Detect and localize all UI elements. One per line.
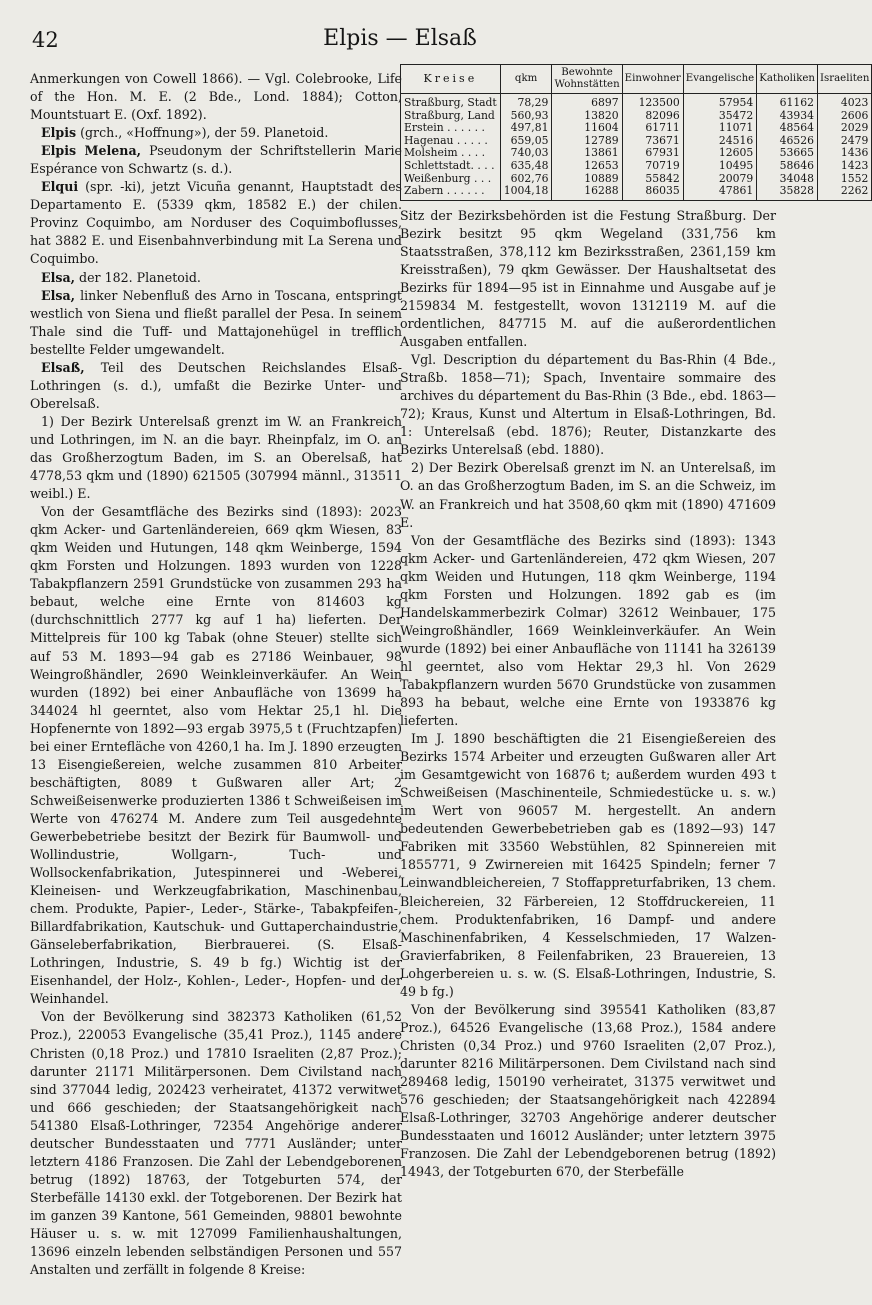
table-cell: 13861: [552, 147, 622, 160]
table-cell: 46526: [757, 135, 818, 148]
running-title: Elpis — Elsaß: [323, 26, 477, 51]
table-cell: 12605: [683, 147, 756, 160]
table-cell: 53665: [757, 147, 818, 160]
entry-elsa-planetoid: Elsa, der 182. Planetoid.: [41, 269, 201, 285]
table-cell: 1436: [817, 147, 871, 160]
headword: Elpis Melena,: [41, 143, 141, 159]
table-cell: 58646: [757, 160, 818, 173]
entry-elpis-melena: Elpis Melena, Pseudonym der Schriftstellerin Marie Espérance von Schwartz (s. d.).: [30, 143, 402, 177]
paragraph-land-use: Von der Gesamtfläche des Bezirks sind (1893): 2023 qkm Acker- und Gartenländereien, 669 qkm Wiesen, 83 qkm Weiden und Hutungen, 148 qkm Weinberge, 1594 qkm Forsten und Holzungen. 1893 wurden von 1228 Tabakpflanzern 2591 Grundstücke von zusammen 293 ha bebaut, welche eine Ernte von 814603 kg (durchschnittlich 2777 kg auf 1 ha) lieferten. Der Mittelpreis für 100 kg Tabak (ohne Steuer) stellte sich auf 53 M. 1893—94 gab es 27186 Weinbauer, 98 Weingroßhändler, 2690 Weinkleinverkäufer. An Wein wurden (1892) bei einer Anbaufläche von 13699 ha 344024 hl geerntet, also vom Hektar 25,1 hl. Die Hopfenernte von 1892—93 ergab 3975,5 t (Fruchtzapfen) bei einer Erntefläche von 4260,1 ha. Im J. 1890 erzeugten 13 Eisengießereien, welche zusammen 810 Arbeiter beschäftigten, 8089 t Gußwaren aller Art; 2 Schweißeisenwerke produzierten 1386 t Schweißeisen im Werte von 476274 M. Andere zum Teil ausgedehnte Gewerbebetriebe besitzt der Bezirk für Baumwoll- und Wollindustrie, Wollgarn-, Tuch- und Wollsockenfabrikation, Jutespinnerei und -Weberei, Kleineisen- und Werkzeugfabrikation, Maschinenbau, chem. Produkte, Papier-, Leder-, Stärke-, Tabakpfeifen-, Billardfabrikation, Kautschuk- und Guttaperchaindustrie, Gänseleberfabrikation, Bierbrauerei. (S. Elsaß-Lothringen, Industrie, S. 49 b fg.) Wichtig ist der Eisenhandel, der Holz-, Kohlen-, Leder-, Hopfen- und der Weinhandel.: [30, 504, 402, 1007]
column-header: Katholiken: [757, 65, 818, 94]
table-cell: 123500: [622, 94, 683, 110]
table-cell: 35472: [683, 110, 756, 123]
entry-elpis: Elpis (grch., «Hoffnung»), der 59. Planetoid.: [41, 125, 329, 141]
table-cell: 1552: [817, 173, 871, 186]
paragraph-bibliography: Vgl. Description du département du Bas-Rhin (4 Bde., Straßb. 1858—71); Spach, Inventaire sommaire des archives du département du Bas-Rhin (3 Bde., ebd. 1863—72); Kraus, Kunst und Altertum in Elsaß-Lothringen, Bd. 1: Unterelsaß (ebd. 1876); Reuter, Distanzkarte des Bezirks Unterelsaß (ebd. 1880).: [400, 352, 776, 458]
headword: Elsaß,: [41, 359, 85, 375]
paragraph-industry-ober: Im J. 1890 beschäftigten die 21 Eisengießereien des Bezirks 1574 Arbeiter und erzeugten Gußwaren aller Art im Gesamtgewicht von 16876 t; außerdem wurden 493 t Schweißeisen (Maschinenteile, Schmiedestücke u. s. w.) im Wert von 96057 M. hergestellt. An andern bedeutenden Gewerbebetrieben gab es (1892—93) 147 Fabriken mit 33560 Webstühlen, 82 Spinnereien mit 1855771, 9 Zwirnereien mit 16425 Spindeln; ferner 7 Leinwandbleichereien, 7 Stoffappreturfabriken, 13 chem. Bleichereien, 32 Färbereien, 12 Stoffdruckereien, 11 chem. Produktenfabriken, 16 Dampf- und andere Maschinenfabriken, 4 Kesselschmieden, 17 Walzen-Gravierfabriken, 8 Feilenfabriken, 23 Brauereien, 13 Lohgerbereien u. s. w. (S. Elsaß-Lothringen, Industrie, S. 49 b fg.): [400, 731, 776, 999]
table-cell: 2479: [817, 135, 871, 148]
table-cell: 34048: [757, 173, 818, 186]
table-cell: 1004,18: [500, 185, 552, 200]
column-header: Kreise: [401, 65, 501, 94]
table-cell: 35828: [757, 185, 818, 200]
kreise-table: [400, 64, 872, 201]
headword: Elqui: [41, 179, 79, 195]
table-cell: 16288: [552, 185, 622, 200]
table-cell: 659,05: [500, 135, 552, 148]
table-cell: 10495: [683, 160, 756, 173]
table-cell: 61162: [757, 94, 818, 110]
left-column: [30, 70, 402, 1279]
table-cell: 55842: [622, 173, 683, 186]
table-cell: 57954: [683, 94, 756, 110]
page-number: 42: [32, 28, 59, 52]
section-oberelsass: 2) Der Bezirk Oberelsaß grenzt im N. an Unterelsaß, im O. an das Großherzogtum Baden, im S. an die Schweiz, im W. an Frankreich und hat 3508,60 qkm mit (1890) 471609 E.: [400, 460, 776, 530]
table-cell: 12653: [552, 160, 622, 173]
table-cell: 12789: [552, 135, 622, 148]
kreis-name-cell: Schlettstadt. . . .: [401, 160, 501, 173]
table-cell: 73671: [622, 135, 683, 148]
table-cell: 10889: [552, 173, 622, 186]
headword: Elsa,: [41, 269, 76, 285]
section-unterelsass: 1) Der Bezirk Unterelsaß grenzt im W. an Frankreich und Lothringen, im N. an die bayr. Rheinpfalz, im O. an das Großherzogtum Baden, im S. an Oberelsaß, hat 4778,53 qkm und (1890) 621505 (307994 männl., 313511 weibl.) E.: [30, 413, 402, 502]
column-header: Evangelische: [683, 65, 756, 94]
table-cell: 86035: [622, 185, 683, 200]
table-body: [401, 94, 872, 201]
paragraph-administration: Sitz der Bezirksbehörden ist die Festung Straßburg. Der Bezirk besitzt 95 qkm Wegeland (331,756 km Staatsstraßen, 378,112 km Bezirksstraßen, 2361,159 km Kreisstraßen), 79 qkm Gewässer. Der Haushaltsetat des Bezirks für 1894—95 ist in Einnahme und Ausgabe auf je 2159834 M. festgestellt, wovon 1312119 M. auf die ordentlichen, 847715 M. auf die außerordentlichen Ausgaben entfallen.: [400, 207, 776, 350]
headword: Elsa,: [41, 287, 76, 303]
entry-elqui: Elqui (spr. -ki), jetzt Vicuña genannt, Hauptstadt des Departamento E. (5339 qkm, 18582 E.) der chilen. Provinz Coquimbo, am Norduser des Coquimboflusses, hat 3882 E. und Eisenbahnverbindung mit La Serena und Coquimbo.: [30, 179, 402, 267]
paragraph-population-ober: Von der Bevölkerung sind 395541 Katholiken (83,87 Proz.), 64526 Evangelische (13,68 Proz.), 1584 andere Christen (0,34 Proz.) und 9760 Israeliten (2,07 Proz.), darunter 8216 Militärpersonen. Dem Civilstand nach sind 289468 ledig, 150190 verheiratet, 31375 verwitwet und 576 geschieden; der Staatsangehörigkeit nach 422894 Elsaß-Lothringer, 32703 Angehörige anderer deutscher Bundesstaaten und 16012 Ausländer; unter letztern 3975 Franzosen. Die Zahl der Lebendgeborenen betrug (1892) 14943, der Totgeburten 670, der Sterbefälle: [400, 1001, 776, 1180]
table-cell: 11604: [552, 122, 622, 135]
kreis-name-cell: Molsheim . . . .: [401, 147, 501, 160]
table-cell: 48564: [757, 122, 818, 135]
entry-elsass: Elsaß, Teil des Deutschen Reichslandes Elsaß-Lothringen (s. d.), umfaßt die Bezirke Unter- und Oberelsaß.: [30, 359, 402, 411]
table-cell: 67931: [622, 147, 683, 160]
kreis-name-cell: Erstein . . . . . .: [401, 122, 501, 135]
kreis-name-cell: Zabern . . . . . .: [401, 185, 501, 200]
paragraph-population: Von der Bevölkerung sind 382373 Katholiken (61,52 Proz.), 220053 Evangelische (35,41 Proz.), 1145 andere Christen (0,18 Proz.) und 17810 Israeliten (2,87 Proz.); darunter 21171 Militärpersonen. Dem Civilstand nach sind 377044 ledig, 202423 verheiratet, 41372 verwitwet und 666 geschieden; der Staatsangehörigkeit nach 541380 Elsaß-Lothringer, 72354 Angehörige anderer deutscher Bundesstaaten und 7771 Ausländer; unter letztern 4186 Franzosen. Die Zahl der Lebendgeborenen betrug (1892) 18763, der Totgeburten 574, der Sterbefälle 14130 exkl. der Totgeborenen. Der Bezirk hat im ganzen 39 Kantone, 561 Gemeinden, 98801 bewohnte Häuser u. s. w. mit 127099 Familienhaushaltungen, 13696 einzeln lebenden selbständigen Personen und 557 Anstalten und zerfällt in folgende 8 Kreise:: [30, 1009, 402, 1278]
entry-elsa-river: Elsa, linker Nebenfluß des Arno in Toscana, entspringt westlich von Siena und fließt parallel der Pesa. In seinem Thale sind die Tuff- und Mattajonehügel in trefflich bestellte Felder umgewandelt.: [30, 287, 402, 357]
table-cell: 78,29: [500, 94, 552, 110]
entry-continuation: Anmerkungen von Cowell 1866). — Vgl. Colebrooke, Life of the Hon. M. E. (2 Bde., Lond. 1884); Cotton, Mountstuart E. (Oxf. 1892).: [30, 71, 402, 123]
column-header: Einwohner: [622, 65, 683, 94]
table-cell: 602,76: [500, 173, 552, 186]
table-cell: 70719: [622, 160, 683, 173]
table-cell: 20079: [683, 173, 756, 186]
paragraph-land-use-ober: Von der Gesamtfläche des Bezirks sind (1893): 1343 qkm Acker- und Gartenländereien, 472 qkm Wiesen, 207 qkm Weiden und Hutungen, 118 qkm Weinberge, 1194 qkm Forsten und Holzungen. 1892 gab es (im Handelskammerbezirk Colmar) 32612 Weinbauer, 175 Weingroßhändler, 1669 Weinkleinverkäufer. An Wein wurde (1892) bei einer Anbaufläche von 11141 ha 326139 hl geerntet, also vom Hektar 29,3 hl. Von 2629 Tabakpflanzern wurden 5670 Grundstücke von zusammen 893 ha bebaut, welche eine Ernte von 1933876 kg lieferten.: [400, 532, 776, 729]
table-cell: 82096: [622, 110, 683, 123]
kreis-name-cell: Hagenau . . . . .: [401, 135, 501, 148]
table-row: [401, 94, 872, 110]
table-cell: 13820: [552, 110, 622, 123]
table-header-row: [401, 65, 872, 94]
table-cell: 11071: [683, 122, 756, 135]
table-row: [401, 160, 872, 173]
page-header: [32, 22, 768, 56]
column-header: Israeliten: [817, 65, 871, 94]
table-cell: 24516: [683, 135, 756, 148]
table-cell: 635,48: [500, 160, 552, 173]
table-cell: 1423: [817, 160, 871, 173]
table-cell: 4023: [817, 94, 871, 110]
table-cell: 43934: [757, 110, 818, 123]
table-cell: 2606: [817, 110, 871, 123]
table-row: [401, 185, 872, 200]
table-cell: 61711: [622, 122, 683, 135]
table-cell: 740,03: [500, 147, 552, 160]
column-header: qkm: [500, 65, 552, 94]
table-row: [401, 122, 872, 135]
table-cell: 2262: [817, 185, 871, 200]
table-cell: 47861: [683, 185, 756, 200]
headword: Elpis: [41, 125, 77, 141]
column-header: Bewohnte Wohnstätten: [552, 65, 622, 94]
table-cell: 560,93: [500, 110, 552, 123]
table-cell: 2029: [817, 122, 871, 135]
right-column: [400, 64, 870, 1181]
kreis-name-cell: Straßburg, Land: [401, 110, 501, 123]
table-cell: 497,81: [500, 122, 552, 135]
table-cell: 6897: [552, 94, 622, 110]
kreis-name-cell: Weißenburg . . .: [401, 173, 501, 186]
kreis-name-cell: Straßburg, Stadt: [401, 94, 501, 110]
